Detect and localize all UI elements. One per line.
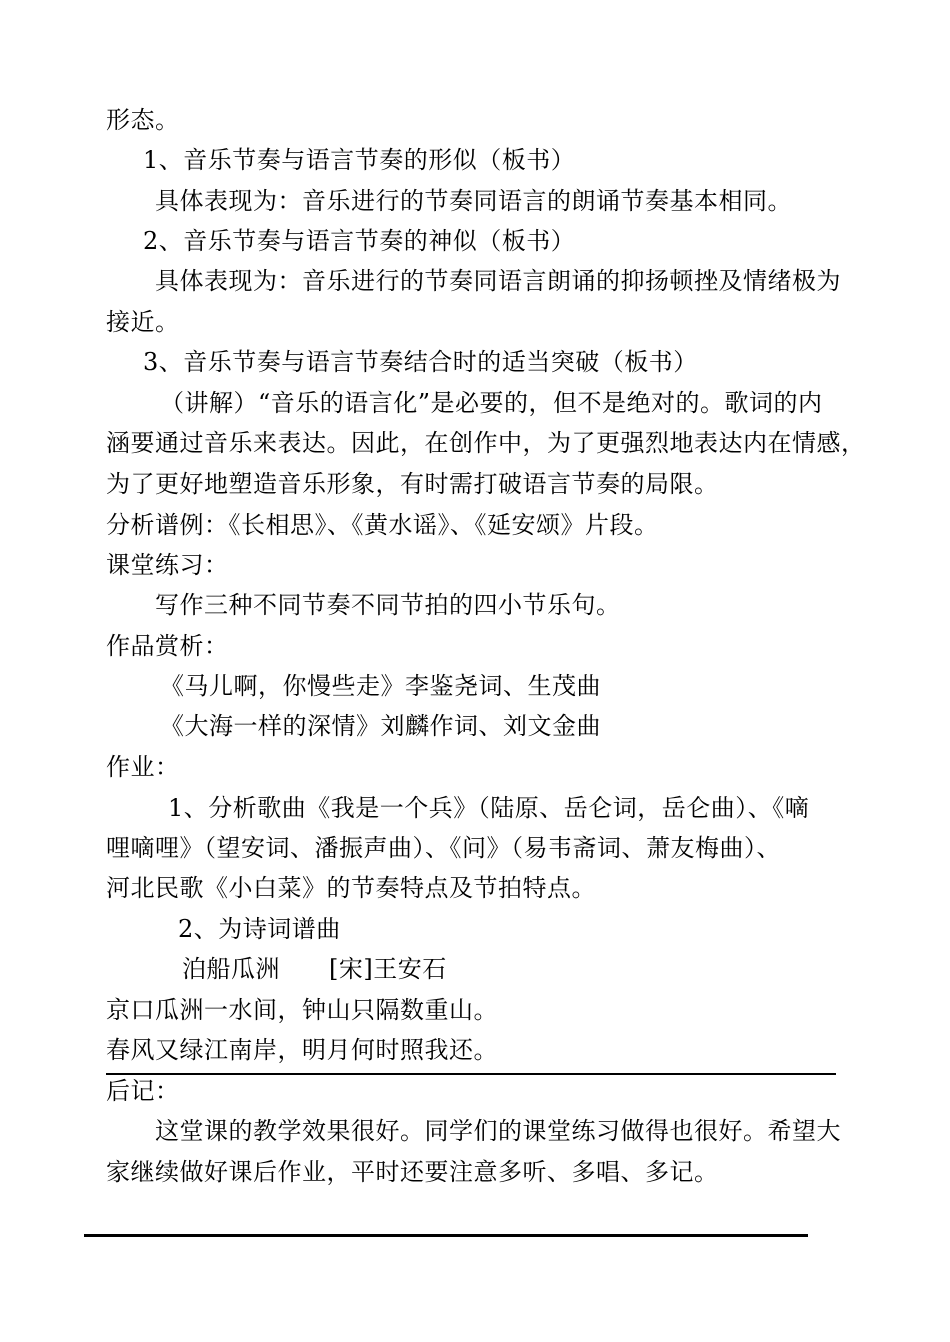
text-line: 家继续做好课后作业，平时还要注意多听、多唱、多记。: [106, 1158, 719, 1186]
poem-title: 泊船瓜洲 [宋]王安石: [182, 955, 447, 983]
text-line: 河北民歌《小白菜》的节奏特点及节拍特点。: [106, 874, 596, 902]
section-heading: 1、音乐节奏与语言节奏的形似（板书）: [143, 146, 576, 174]
text-line: 这堂课的教学效果很好。同学们的课堂练习做得也很好。希望大: [155, 1117, 841, 1145]
poem-line: 春风又绿江南岸，明月何时照我还。: [106, 1036, 498, 1064]
section-heading: 作业：: [106, 753, 180, 781]
text-line: 哩嘀哩》（望安词、潘振声曲）、《问》（易韦斋词、萧友梅曲）、: [106, 834, 781, 862]
text-line: 形态。: [106, 106, 180, 134]
text-line: 分析谱例：《长相思》、《黄水谣》、《延安颂》片段。: [106, 511, 659, 539]
text-line: 写作三种不同节奏不同节拍的四小节乐句。: [155, 591, 621, 619]
text-line: 为了更好地塑造音乐形象，有时需打破语言节奏的局限。: [106, 470, 719, 498]
poem-line: 京口瓜洲一水间，钟山只隔数重山。: [106, 996, 498, 1024]
section-heading: 3、音乐节奏与语言节奏结合时的适当突破（板书）: [143, 348, 698, 376]
list-item: 1、分析歌曲《我是一个兵》（陆原、岳仑词，岳仑曲）、《嘀: [168, 794, 810, 822]
list-item: 《马儿啊，你慢些走》李鉴尧词、生茂曲: [160, 672, 601, 700]
text-line: 具体表现为：音乐进行的节奏同语言朗诵的抑扬顿挫及情绪极为: [155, 267, 841, 295]
text-line: 具体表现为：音乐进行的节奏同语言的朗诵节奏基本相同。: [155, 187, 792, 215]
section-heading: 后记：: [106, 1077, 180, 1105]
footer-divider-line: [84, 1234, 808, 1237]
text-line: 接近。: [106, 308, 180, 336]
text-line: 涵要通过音乐来表达。因此，在创作中，为了更强烈地表达内在情感，: [106, 429, 866, 457]
text-line: （讲解）“音乐的语言化”是必要的，但不是绝对的。歌词的内: [160, 389, 823, 417]
section-heading: 2、音乐节奏与语言节奏的神似（板书）: [143, 227, 576, 255]
list-item: 《大海一样的深情》刘麟作词、刘文金曲: [160, 712, 601, 740]
list-item: 2、为诗词谱曲: [178, 915, 341, 943]
section-heading: 课堂练习：: [106, 551, 229, 579]
section-heading: 作品赏析：: [106, 632, 229, 660]
